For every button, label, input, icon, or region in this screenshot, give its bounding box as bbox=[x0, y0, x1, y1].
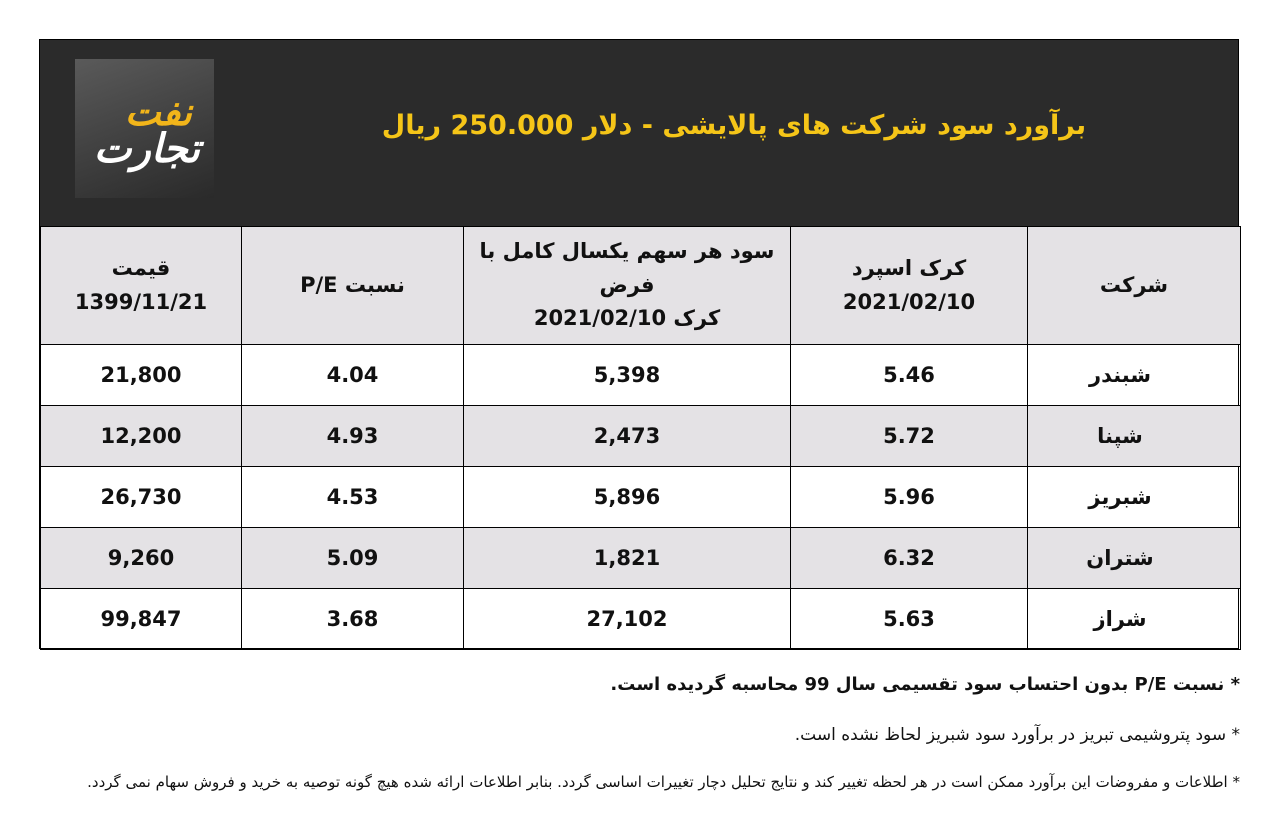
logo-word-naft: نفت bbox=[124, 89, 192, 134]
cell-eps: 2,473 bbox=[464, 406, 791, 467]
header-eps bbox=[464, 227, 791, 345]
cell-eps: 5,896 bbox=[464, 467, 791, 528]
earnings-table-card bbox=[39, 39, 1239, 649]
cell-pe: 4.93 bbox=[242, 406, 464, 467]
header-price bbox=[41, 227, 242, 345]
header-price-label: قیمت bbox=[111, 255, 171, 280]
cell-price: 21,800 bbox=[41, 345, 242, 406]
footnote-tabriz: * سود پتروشیمی تبریز در برآورد سود شبریز لحاظ نشده است. bbox=[794, 725, 1240, 745]
cell-price: 99,847 bbox=[41, 589, 242, 650]
header-eps-label: سود هر سهم یکسال کامل با فرض bbox=[479, 239, 775, 297]
title-banner bbox=[40, 40, 1238, 226]
cell-crack: 5.72 bbox=[791, 406, 1028, 467]
cell-pe: 5.09 bbox=[242, 528, 464, 589]
header-company-label: شرکت bbox=[1099, 272, 1169, 297]
footnote-disclaimer: * اطلاعات و مفروضات این برآورد ممکن است در هر لحظه تغییر کند و نتایج تحلیل دچار تغییرات اساسی گردد. بنابر اطلاعات ارائه شده هیچ گونه توصیه به خرید و فروش سهام نمی گردد. bbox=[87, 773, 1240, 791]
header-price-date: 1399/11/21 bbox=[74, 289, 208, 314]
cell-pe: 4.53 bbox=[242, 467, 464, 528]
cell-price: 12,200 bbox=[41, 406, 242, 467]
table-row bbox=[41, 589, 1241, 650]
header-crack-date: 2021/02/10 bbox=[842, 289, 976, 314]
tejarat-naft-logo bbox=[75, 59, 214, 198]
header-crack-label: کرک اسپرد bbox=[851, 255, 967, 280]
cell-company: شپنا bbox=[1028, 406, 1241, 467]
refinery-earnings-table bbox=[40, 226, 1241, 650]
page-title: برآورد سود شرکت های پالایشی - دلار 250.000 ریال bbox=[381, 110, 1087, 141]
cell-eps: 5,398 bbox=[464, 345, 791, 406]
cell-price: 26,730 bbox=[41, 467, 242, 528]
cell-company: شبریز bbox=[1028, 467, 1241, 528]
cell-crack: 5.96 bbox=[791, 467, 1028, 528]
cell-company: شتران bbox=[1028, 528, 1241, 589]
table-row bbox=[41, 406, 1241, 467]
cell-crack: 5.63 bbox=[791, 589, 1028, 650]
header-company bbox=[1028, 227, 1241, 345]
cell-pe: 3.68 bbox=[242, 589, 464, 650]
cell-eps: 27,102 bbox=[464, 589, 791, 650]
cell-eps: 1,821 bbox=[464, 528, 791, 589]
header-crack-spread bbox=[791, 227, 1028, 345]
table-row bbox=[41, 467, 1241, 528]
table-row bbox=[41, 528, 1241, 589]
table-header-row bbox=[41, 227, 1241, 345]
cell-pe: 4.04 bbox=[242, 345, 464, 406]
cell-company: شبندر bbox=[1028, 345, 1241, 406]
cell-crack: 6.32 bbox=[791, 528, 1028, 589]
table-row bbox=[41, 345, 1241, 406]
header-pe bbox=[242, 227, 464, 345]
footnote-pe: * نسبت P/E بدون احتساب سود تقسیمی سال 99 محاسبه گردیده است. bbox=[610, 674, 1240, 695]
cell-crack: 5.46 bbox=[791, 345, 1028, 406]
header-eps-sub: کرک 2021/02/10 bbox=[533, 306, 721, 331]
logo-word-tejarat: تجارت bbox=[93, 125, 200, 172]
cell-price: 9,260 bbox=[41, 528, 242, 589]
cell-company: شراز bbox=[1028, 589, 1241, 650]
header-pe-label: نسبت P/E bbox=[300, 272, 405, 297]
